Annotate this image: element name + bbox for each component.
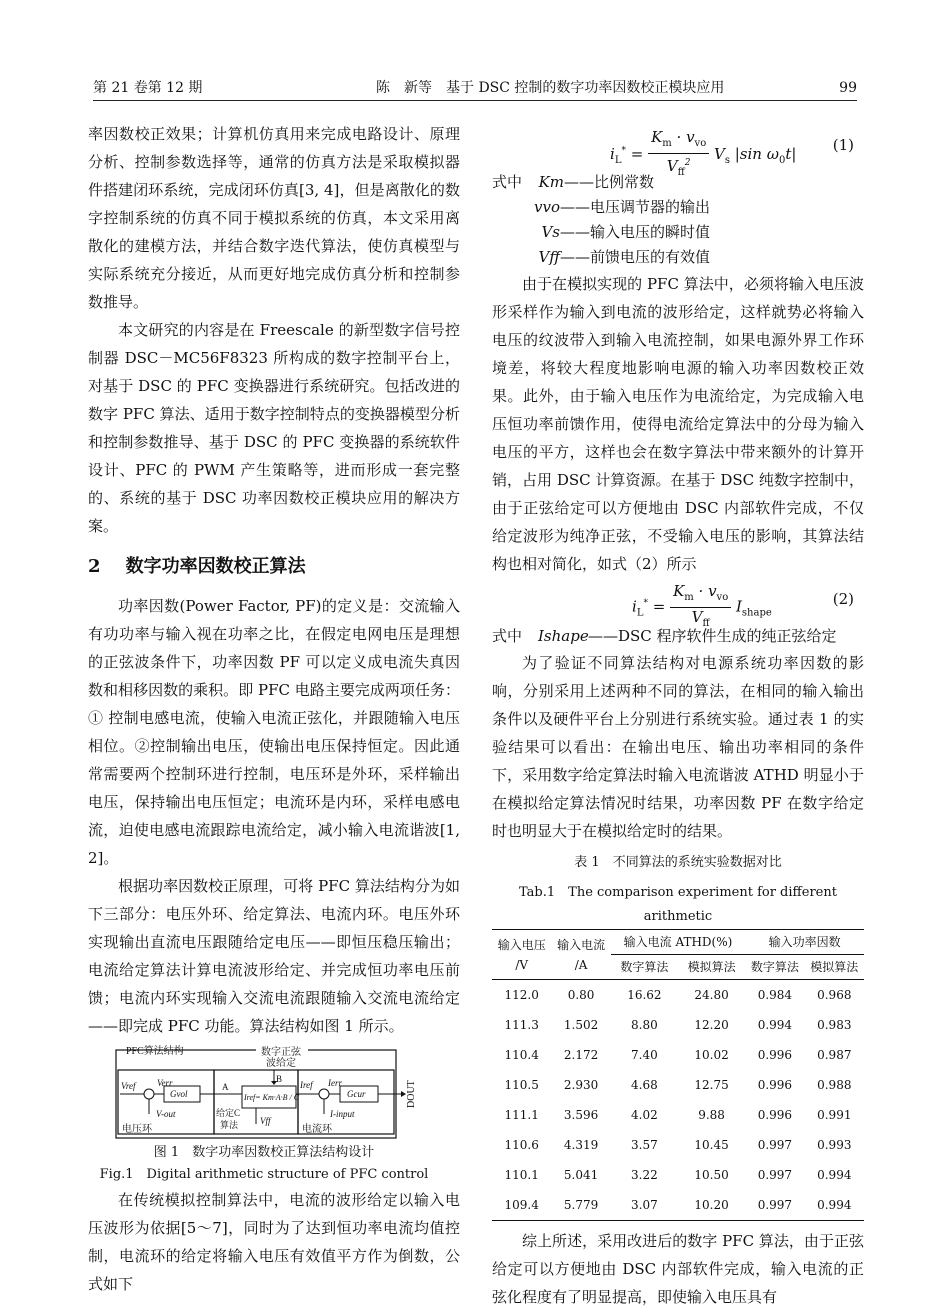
table-cell: 4.68 <box>631 1078 658 1092</box>
section-number: 2 <box>88 556 101 577</box>
section-title: 数字功率因数校正算法 <box>125 556 306 577</box>
table-cell: 111.1 <box>504 1108 539 1122</box>
col-header-pf: 输入功率因数 <box>745 930 864 955</box>
table-cell: 0.996 <box>757 1108 793 1122</box>
figure-caption-en: Fig.1 Digital arithmetic structure of PFC control <box>99 1167 429 1182</box>
table-row <box>492 1070 864 1100</box>
table-cell: 0.994 <box>805 1190 864 1221</box>
table-cell: 0.983 <box>817 1018 852 1032</box>
where-desc: 前馈电压的有效值 <box>590 248 711 266</box>
table-cell: 0.996 <box>757 1048 793 1062</box>
table-cell: 0.984 <box>757 988 793 1002</box>
gvol-label: Gvol <box>170 1089 188 1099</box>
table-row <box>492 980 864 1011</box>
verr-label: Verr <box>157 1078 173 1088</box>
table-cell: 0.80 <box>567 988 595 1002</box>
node-b: B <box>276 1074 283 1084</box>
table-cell: 109.4 <box>492 1190 551 1221</box>
where-list-1 <box>492 170 864 270</box>
where-desc: 比例常数 <box>594 173 655 191</box>
table-cell: 0.997 <box>745 1190 804 1221</box>
where-item: 式中 Km —— 比例常数 <box>492 170 864 195</box>
top-label-1: 数字正弦 <box>261 1047 301 1058</box>
comparison-table <box>492 930 864 1221</box>
table-cell: 24.80 <box>694 988 729 1002</box>
table-cell: 4.02 <box>631 1108 658 1122</box>
table-cell: 9.88 <box>698 1108 725 1122</box>
table-cell: 5.779 <box>551 1190 610 1221</box>
table-cell: 0.996 <box>757 1078 793 1092</box>
node-c: C <box>234 1108 241 1118</box>
col-header-athd-digital: 数字算法 <box>611 955 678 980</box>
table-body <box>492 980 864 1221</box>
table-row <box>492 1100 864 1130</box>
table-row <box>492 1190 864 1221</box>
given-line-1: 给定 <box>216 1108 235 1118</box>
table-cell: 5.041 <box>563 1168 599 1182</box>
where-symbol: vvo <box>534 198 560 216</box>
table-row <box>492 1010 864 1040</box>
right-column <box>492 124 864 1311</box>
table-cell: 3.22 <box>631 1168 658 1182</box>
iinput-label: I-input <box>330 1109 355 1119</box>
frame-label: PFC算法结构 <box>126 1046 184 1057</box>
ierr-label: Ierr <box>328 1078 342 1088</box>
table-cell: 0.991 <box>817 1108 852 1122</box>
running-title: 陈 新等 基于 DSC 控制的数字功率因数校正模块应用 <box>376 80 725 96</box>
paragraph-5: 在传统模拟控制算法中，电流的波形给定以输入电压波形为依据[5～7]，同时为了达到恒功率电流均值控制，电流环的给定将输入电压有效值平方作为倒数，公式如下 <box>88 1191 460 1293</box>
table-cell: 8.80 <box>631 1018 658 1032</box>
table-cell: 4.319 <box>563 1138 599 1152</box>
table-row <box>492 1160 864 1190</box>
table-cell: 0.993 <box>817 1138 852 1152</box>
table-cell: 110.6 <box>504 1138 539 1152</box>
table-cell: 2.172 <box>563 1048 599 1062</box>
iref-label: Iref <box>300 1080 313 1090</box>
table-caption-cn: 表 1 不同算法的系统实验数据对比 <box>574 855 782 870</box>
where-item: vvo —— 电压调节器的输出 <box>492 195 864 220</box>
figure-1 <box>99 1044 446 1186</box>
table-cell: 16.62 <box>627 988 662 1002</box>
col-header-athd-analog: 模拟算法 <box>678 955 745 980</box>
vref-label: Vref <box>121 1081 136 1091</box>
gcur-label: Gcur <box>347 1089 366 1099</box>
table-cell: 0.997 <box>757 1168 793 1182</box>
table-cell: 12.75 <box>694 1078 729 1092</box>
table-cell: 0.994 <box>817 1168 852 1182</box>
paragraph-7: 为了验证不同算法结构对电源系统功率因数的影响，分别采用上述两种不同的算法，在相同的输入输出条件以及硬件平台上分别进行系统实验。通过表 1 的实验结果可以看出：在输出电压、输出功率相同的条件下，采用数字给定算法时输入电流谐波 ATHD 明显小于在模拟给定算法情况时结果，功率因数 PF 在数字给定时也明显大于在模拟给定时的结果。 <box>492 654 864 840</box>
where-symbol: Vs <box>541 223 560 241</box>
table-cell: 111.3 <box>504 1018 539 1032</box>
vff-label: Vff <box>260 1116 271 1126</box>
where-label: 式中 <box>492 627 523 645</box>
where-symbol: Km <box>538 173 564 191</box>
current-loop-label: 电流环 <box>302 1124 332 1135</box>
paragraph-8: 综上所述，采用改进后的数字 PFC 算法，由于正弦给定可以方便地由 DSC 内部软件完成，输入电流的正弦化程度有了明显提高，即使输入电压具有 <box>492 1232 864 1306</box>
page-number: 99 <box>839 80 857 96</box>
table-cell: 10.20 <box>678 1190 745 1221</box>
table-cell: 112.0 <box>504 988 539 1002</box>
paragraph-4: 根据功率因数校正原理，可将 PFC 算法结构分为如下三部分：电压外环、给定算法、电流内环。电压外环实现输出直流电压跟随给定电压——即恒压稳压输出；电流给定算法计算电流波形给定、并完成恒功率电压前馈；电流内环实现输入交流电流跟随输入交流电流给定——即完成 PFC 功能。算法结构如图 1 所示。 <box>88 877 460 1035</box>
paragraph-6: 由于在模拟实现的 PFC 算法中，必须将输入电压波形采样作为输入到电流的波形给定，这样就势必将输入电压的纹波带入到输入电流控制，如果电源外界工作环境差，将较大程度地影响电源的输入功率因数校正效果。此外，由于输入电压作为电流给定，为完成输入电压恒功率前馈作用，使得电流给定算法中的分母为输入电压的平方，这样也会在数字算法中带来额外的计算开销，占用 DSC 计算资源。在基于 DSC 纯数字控制中，由于正弦给定可以方便地由 DSC 内部软件完成，不仅给定波形为纯净正弦，不受输入电压的影响，其算法结构也相对简化，如式（2）所示 <box>492 275 864 573</box>
where-label: 式中 <box>492 173 523 191</box>
given-line-2: 算法 <box>220 1120 239 1130</box>
sum-junction-2 <box>319 1089 329 1099</box>
equation-2: $i_L^*$ = $\frac{K_m \cdot v_{vo}}{V_{ff}}$ $I_{shape}$ (2) <box>632 582 854 629</box>
table-cell: 12.20 <box>694 1018 729 1032</box>
node-a: A <box>222 1082 229 1092</box>
table-cell: 0.988 <box>817 1078 852 1092</box>
equation-2-number: (2) <box>832 590 854 608</box>
table-cell: 0.997 <box>757 1138 793 1152</box>
figure-caption-cn: 图 1 数字功率因数校正算法结构设计 <box>153 1145 375 1160</box>
where-desc: 电压调节器的输出 <box>590 198 711 216</box>
table-cell: 10.02 <box>694 1048 729 1062</box>
table-cell: 2.930 <box>563 1078 599 1092</box>
table-cell: 0.968 <box>817 988 852 1002</box>
top-label-2: 波给定 <box>266 1058 296 1069</box>
col-header-current: 输入电流 /A <box>551 930 610 980</box>
paragraph-1: 率因数校正效果；计算机仿真用来完成电路设计、原理分析、控制参数选择等，通常的仿真方法是采取模拟器件搭建闭环系统，完成闭环仿真[3, 4]，但是离散化的数字控制系统的仿真不同于模拟系统的仿真，本文采用离散化的建模方法，并结合数字迭代算法，使仿真模型与实际系统充分接近，从而更好地完成仿真分析和控制参数推导。 <box>88 125 460 311</box>
left-column <box>88 120 460 1298</box>
sum-junction-1 <box>144 1089 154 1099</box>
where-symbol: Ishape <box>538 627 589 645</box>
col-header-pf-analog: 模拟算法 <box>805 955 864 980</box>
table-cell: 3.57 <box>631 1138 658 1152</box>
formula-label: Iref= Km·A·B / C <box>244 1093 300 1102</box>
table-cell: 3.07 <box>611 1190 678 1221</box>
table-row <box>492 1040 864 1070</box>
table-caption-en: Tab.1 The comparison experiment for different arithmetic <box>492 881 864 930</box>
dout-label: DOUT <box>406 1080 417 1108</box>
table-cell: 0.994 <box>757 1018 793 1032</box>
pfc-block-diagram <box>106 1044 426 1142</box>
table-cell: 10.45 <box>694 1138 729 1152</box>
table-cell: 110.4 <box>504 1048 539 1062</box>
table-cell: 110.5 <box>504 1078 539 1092</box>
vout-label: V-out <box>156 1109 176 1119</box>
paragraph-2: 本文研究的内容是在 Freescale 的新型数字信号控制器 DSC－MC56F8323 所构成的数字控制平台上，对基于 DSC 的 PFC 变换器进行系统研究。包括改进的数字 PFC 算法、适用于数字控制特点的变换器模型分析和控制参数推导、基于 DSC 的 PFC 变换器的系统软件设计、PFC 的 PWM 产生策略等，进而形成一套完整的、系统的基于 DSC 功率因数校正模块应用的解决方案。 <box>88 321 460 535</box>
table-cell: 10.50 <box>694 1168 729 1182</box>
where-item: Vs —— 输入电压的瞬时值 <box>492 220 864 245</box>
where-symbol: Vff <box>538 248 560 266</box>
equation-1: $i_L^*$ = $\frac{K_m \cdot v_{vo}}{V_{ff}^2}$ $V_s$ |sin $\omega_0t|$ (1) <box>610 128 854 178</box>
table-cell: 1.502 <box>563 1018 599 1032</box>
section-heading <box>88 552 460 582</box>
where-item: Vff —— 前馈电压的有效值 <box>492 245 864 270</box>
col-header-athd: 输入电流 ATHD(%) <box>611 930 745 955</box>
voltage-loop-label: 电压环 <box>122 1124 152 1135</box>
col-header-pf-digital: 数字算法 <box>745 955 804 980</box>
table-row <box>492 1130 864 1160</box>
journal-issue: 第 21 卷第 12 期 <box>93 80 203 96</box>
col-header-voltage: 输入电压 /V <box>492 930 551 980</box>
equation-1-number: (1) <box>832 136 854 154</box>
table-cell: 3.596 <box>563 1108 599 1122</box>
where-desc: DSC 程序软件生成的纯正弦给定 <box>618 627 837 645</box>
table-cell: 110.1 <box>504 1168 539 1182</box>
running-header <box>93 76 857 101</box>
paragraph-3: 功率因数(Power Factor, PF)的定义是：交流输入有功功率与输入视在功率之比，在假定电网电压是理想的正弦波条件下，功率因数 PF 可以定义成电流失真因数和相移因数的乘积。即 PFC 电路主要完成两项任务：① 控制电感电流，使输入电流正弦化，并跟随输入电压相位。②控制输出电压，使输出电压保持恒定。因此通常需要两个控制环进行控制，电压环是外环，采样输出电压，保持输出电压恒定；电流环是内环，采样电感电流，迫使电感电流跟踪电流给定，减小输入电流谐波[1, 2]。 <box>88 597 460 867</box>
where-desc: 输入电压的瞬时值 <box>590 223 711 241</box>
where-item: 式中 Ishape —— DSC 程序软件生成的纯正弦给定 <box>492 624 864 649</box>
table-cell: 0.987 <box>817 1048 852 1062</box>
table-cell: 7.40 <box>631 1048 658 1062</box>
